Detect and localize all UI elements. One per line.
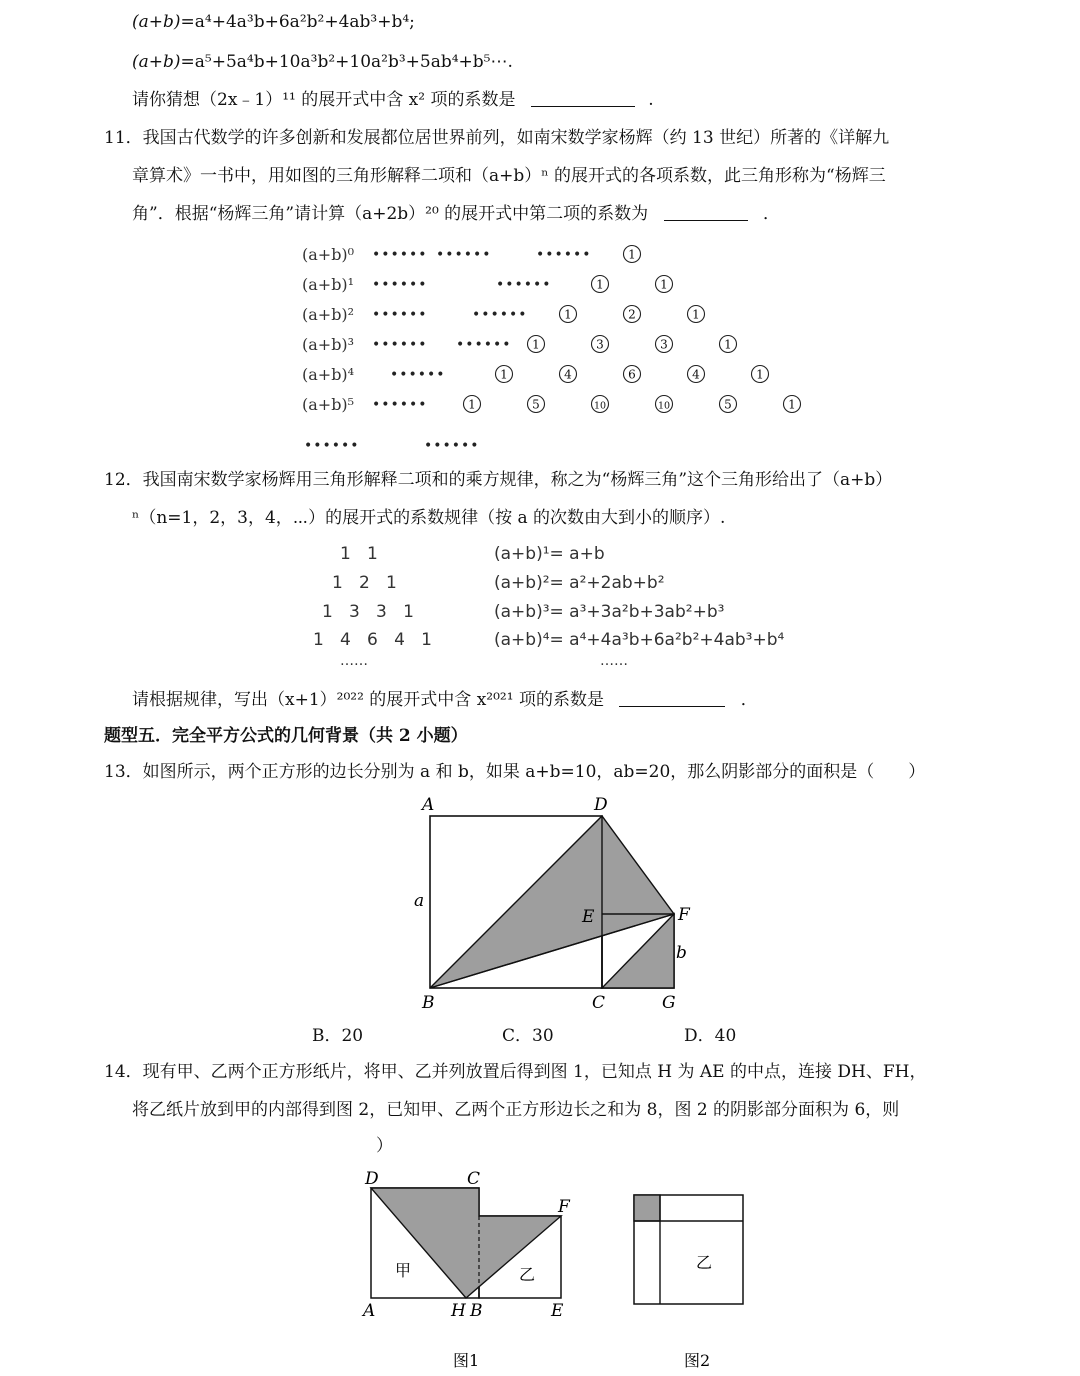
q13-text: 如图所示，两个正方形的边长分别为 a 和 b，如果 a+b=10，ab=20，那么阴影部分的面积是（ ） bbox=[142, 762, 926, 782]
label-c-point: C bbox=[592, 993, 606, 1013]
coefficient-value: 1 bbox=[468, 397, 476, 412]
shaded-small-square bbox=[634, 1195, 660, 1221]
q13-option-b[interactable]: B．20 bbox=[312, 1026, 364, 1046]
dot-group: •••••• bbox=[372, 397, 428, 413]
q14-text-2: 将乙纸片放到甲的内部得到图 2，已知甲、乙两个正方形边长之和为 8，图 2 的阴影部分面积为 6，则 bbox=[132, 1100, 900, 1120]
dot-group: •••••• bbox=[496, 277, 552, 293]
row-label: (a+b)⁴ bbox=[302, 365, 355, 384]
q14-text-1: 现有甲、乙两个正方形纸片，将甲、乙并列放置后得到图 1，已知点 H 为 AE 的中点，连接 DH、FH， bbox=[142, 1062, 927, 1082]
expansion-line-4 bbox=[132, 10, 415, 34]
dot-group: •••••• bbox=[304, 438, 360, 454]
q11-line1 bbox=[104, 126, 889, 150]
q14-line1 bbox=[104, 1060, 926, 1084]
q11-text-2: 章算术》一书中，用如图的三角形解释二项和（a+b）ⁿ 的展开式的各项系数，此三角形称为“杨辉三 bbox=[132, 166, 886, 186]
coefficient-value: 1 bbox=[724, 337, 732, 352]
coefficient-value: 1 bbox=[692, 307, 700, 322]
coefficient-value: 4 bbox=[564, 367, 572, 382]
coefficient-value: 1 bbox=[532, 337, 540, 352]
dot-group: •••••• bbox=[372, 277, 428, 293]
q12-answer-blank[interactable] bbox=[619, 692, 725, 707]
coefficient-value: 1 bbox=[628, 247, 636, 262]
q12-formula: …… bbox=[600, 653, 628, 669]
coefficient-value: 10 bbox=[593, 400, 607, 412]
coefficient-value: 1 bbox=[660, 277, 668, 292]
coefficient-value: 6 bbox=[628, 367, 636, 382]
label-c-point: C bbox=[467, 1169, 481, 1189]
label-jia: 甲 bbox=[395, 1261, 412, 1280]
dot-group: •••••• bbox=[436, 247, 492, 263]
q13-figure bbox=[400, 792, 720, 1014]
expansion-line-5 bbox=[132, 50, 513, 74]
q11-text-3: 角”．根据“杨辉三角”请计算（a+2b）²⁰ 的展开式中第二项的系数为 bbox=[132, 204, 649, 224]
q11-answer-blank[interactable] bbox=[664, 206, 748, 221]
q14-line2 bbox=[132, 1098, 899, 1122]
dot-group: •••••• bbox=[372, 307, 428, 323]
q12-triangle-row: 1 1 bbox=[340, 544, 378, 564]
coefficient-value: 1 bbox=[756, 367, 764, 382]
dot-group: •••••• bbox=[472, 307, 528, 323]
q12-formula: (a+b)³= a³+3a²b+3ab²+b³ bbox=[494, 602, 725, 622]
dot-group: •••••• bbox=[424, 438, 480, 454]
label-e-point: E bbox=[582, 907, 595, 927]
q12-formula: (a+b)⁴= a⁴+4a³b+6a²b²+4ab³+b⁴ bbox=[494, 630, 785, 650]
section-title: 题型五．完全平方公式的几何背景（共 2 小题） bbox=[104, 726, 468, 746]
q12-line2 bbox=[132, 506, 725, 530]
expansion-rest: =a⁴+4a³b+6a²b²+4ab³+b⁴; bbox=[180, 12, 415, 32]
label-f-point: F bbox=[558, 1197, 570, 1217]
q11-number: 11． bbox=[104, 128, 143, 148]
coefficient-value: 1 bbox=[564, 307, 572, 322]
q14-number: 14． bbox=[104, 1062, 143, 1082]
q13-option-c[interactable]: C．30 bbox=[502, 1026, 554, 1046]
dot-group: •••••• bbox=[536, 247, 592, 263]
row-label: (a+b)⁵ bbox=[302, 395, 355, 414]
q13-option-d[interactable]: D．40 bbox=[684, 1026, 737, 1046]
q12-line1 bbox=[104, 468, 892, 492]
expansion-prefix: (a+b) bbox=[132, 52, 181, 72]
label-yi: 乙 bbox=[519, 1265, 536, 1284]
q12-number: 12． bbox=[104, 470, 143, 490]
q12-formula: (a+b)¹= a+b bbox=[494, 544, 605, 564]
label-b-point: B bbox=[422, 993, 435, 1013]
figure-2-caption: 图2 bbox=[684, 1351, 711, 1370]
dot-group: •••••• bbox=[390, 367, 446, 383]
coefficient-value: 4 bbox=[692, 367, 700, 382]
q11-line3 bbox=[132, 202, 780, 226]
q12-triangle-row: 1 2 1 bbox=[332, 573, 397, 593]
q10-answer-blank[interactable] bbox=[531, 92, 635, 107]
expansion-rest: =a⁵+5a⁴b+10a³b²+10a²b³+5ab⁴+b⁵⋯. bbox=[180, 52, 513, 72]
label-d-point: D bbox=[594, 795, 608, 815]
q12-ask-text: 请根据规律，写出（x+1）²⁰²² 的展开式中含 x²⁰²¹ 项的系数是 bbox=[132, 690, 604, 710]
row-label: (a+b)¹ bbox=[302, 275, 355, 294]
q12-text-1: 我国南宋数学家杨辉用三角形解释二项和的乘方规律，称之为“杨辉三角”这个三角形给出了（a+b） bbox=[142, 470, 893, 490]
yanghui-triangle-figure bbox=[290, 236, 810, 458]
dot-group: •••••• bbox=[372, 247, 428, 263]
label-f-point: F bbox=[678, 905, 690, 925]
row-label: (a+b)³ bbox=[302, 335, 355, 354]
q12-end: ． bbox=[740, 690, 758, 710]
label-g-point: G bbox=[662, 993, 676, 1013]
q12-formula: (a+b)²= a²+2ab+b² bbox=[494, 573, 665, 593]
label-side-a: a bbox=[414, 891, 425, 911]
label-a-point: A bbox=[422, 795, 435, 815]
q12-triangle-row: …… bbox=[340, 653, 368, 669]
q11-end: ． bbox=[763, 204, 780, 224]
expansion-prefix: (a+b) bbox=[132, 12, 181, 32]
figure-1-caption: 图1 bbox=[453, 1351, 480, 1370]
label-h-point: H bbox=[451, 1301, 466, 1321]
label-d-point: D bbox=[365, 1169, 379, 1189]
q14-figure-2 bbox=[620, 1180, 760, 1376]
coefficient-value: 5 bbox=[532, 397, 540, 412]
dot-group: •••••• bbox=[372, 337, 428, 353]
q12-ask bbox=[132, 688, 758, 712]
label-a-point: A bbox=[363, 1301, 376, 1321]
q10-ask bbox=[132, 88, 654, 112]
q11-line2 bbox=[132, 164, 886, 188]
q13-line bbox=[104, 760, 925, 784]
coefficient-value: 3 bbox=[660, 337, 668, 352]
coefficient-value: 5 bbox=[724, 397, 732, 412]
q10-end: . bbox=[648, 90, 654, 110]
coefficient-value: 10 bbox=[657, 400, 671, 412]
coefficient-value: 2 bbox=[628, 307, 636, 322]
q10-ask-text: 请你猜想（2x﹣1）¹¹ 的展开式中含 x² 项的系数是 bbox=[132, 90, 516, 110]
label-e-point: E bbox=[551, 1301, 564, 1321]
row-label: (a+b)⁰ bbox=[302, 245, 355, 264]
q12-figure bbox=[310, 540, 790, 675]
coefficient-value: 1 bbox=[596, 277, 604, 292]
q14-line3 bbox=[376, 1134, 393, 1158]
q12-triangle-row: 1 4 6 4 1 bbox=[313, 630, 432, 650]
coefficient-value: 1 bbox=[500, 367, 508, 382]
q12-text-2: ⁿ（n=1，2，3，4，⋯）的展开式的系数规律（按 a 的次数由大到小的顺序）. bbox=[132, 508, 726, 528]
q13-number: 13． bbox=[104, 762, 143, 782]
q11-text-1: 我国古代数学的许多创新和发展都位居世界前列，如南宋数学家杨辉（约 13 世纪）所著的《详解九 bbox=[142, 128, 890, 148]
label-yi: 乙 bbox=[696, 1253, 713, 1272]
label-side-b: b bbox=[676, 943, 687, 963]
dot-group: •••••• bbox=[456, 337, 512, 353]
coefficient-value: 1 bbox=[788, 397, 796, 412]
q12-triangle-row: 1 3 3 1 bbox=[322, 602, 414, 622]
q14-text-3: ） bbox=[376, 1136, 393, 1156]
row-label: (a+b)² bbox=[302, 305, 355, 324]
label-b-point: B bbox=[470, 1301, 483, 1321]
coefficient-value: 3 bbox=[596, 337, 604, 352]
q14-figure-1 bbox=[355, 1164, 585, 1376]
